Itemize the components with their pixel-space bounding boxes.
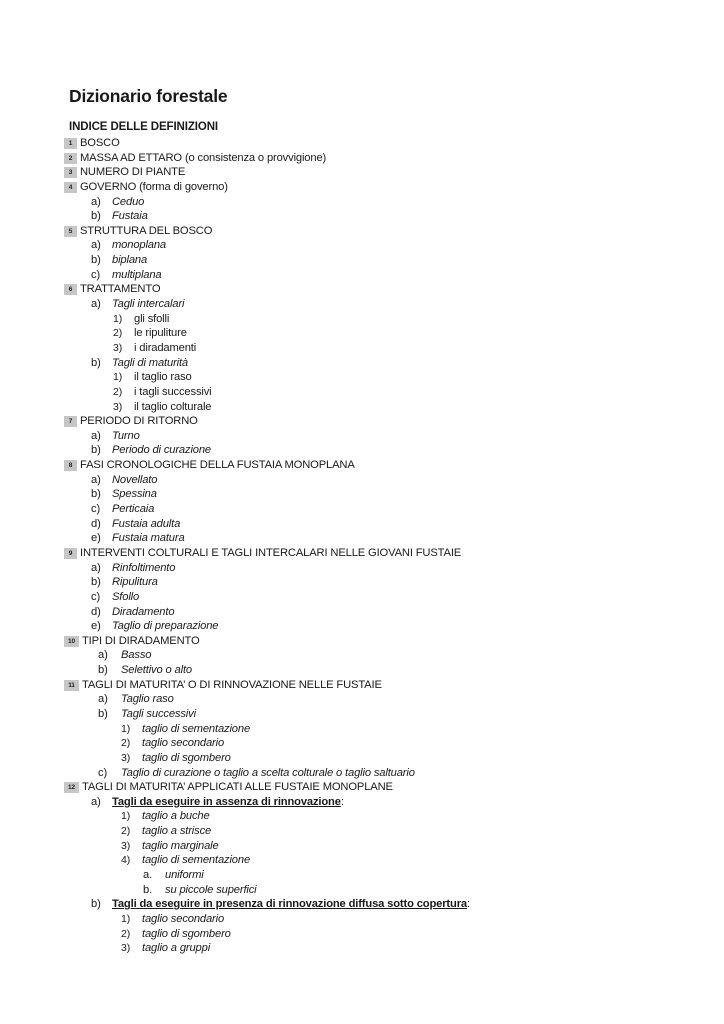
entry-number-badge: 7 — [64, 416, 77, 427]
entry-text: Periodo di curazione — [112, 444, 211, 457]
subentry-label: 3) — [113, 400, 123, 413]
index-subentry — [0, 195, 724, 210]
subentry-label: a) — [91, 795, 101, 808]
entry-text: taglio secondario — [142, 737, 225, 750]
subentry-label: 2) — [121, 737, 131, 750]
index-subentry — [0, 517, 724, 532]
subentry-label: 3) — [113, 341, 123, 354]
subentry-label: b) — [91, 444, 101, 457]
entry-number-badge: 12 — [64, 782, 79, 793]
subentry-label: e) — [91, 532, 101, 545]
entry-text: Taglio raso — [121, 693, 174, 706]
subentry-label: 2) — [121, 825, 131, 838]
index-entry — [0, 634, 724, 649]
entry-text: PERIODO DI RITORNO — [80, 415, 198, 428]
subentry-label: 1) — [121, 912, 131, 925]
entry-number-badge: 4 — [64, 182, 77, 193]
subentry-label: b) — [98, 664, 108, 677]
index-subentry — [0, 209, 724, 224]
subentry-label: 2) — [121, 927, 131, 940]
entry-text: Tagli da eseguire in presenza di rinnovazione diffusa sotto copertura — [112, 898, 467, 911]
subentry-label: d) — [91, 605, 101, 618]
subentry-label: e) — [91, 620, 101, 633]
index-entry — [0, 414, 724, 429]
definitions-index — [0, 136, 724, 956]
subentry-label: a) — [91, 429, 101, 442]
entry-text: BOSCO — [80, 137, 120, 149]
entry-text: Sfollo — [112, 590, 140, 603]
index-subentry — [0, 648, 724, 663]
entry-text: Diradamento — [112, 605, 175, 618]
index-subentry — [0, 795, 724, 810]
entry-text: taglio di sementazione — [142, 854, 251, 867]
entry-text: taglio di sgombero — [142, 751, 231, 764]
entry-text: monoplana — [112, 239, 167, 252]
index-subentry — [0, 722, 724, 737]
entry-text: biplana — [112, 254, 148, 267]
index-subentry — [0, 809, 724, 824]
subentry-label: a) — [91, 561, 101, 574]
entry-text: taglio di sgombero — [142, 927, 231, 940]
entry-text: taglio a strisce — [142, 825, 212, 838]
index-subentry — [0, 356, 724, 371]
index-entry — [0, 151, 724, 166]
index-subentry — [0, 326, 724, 341]
subentry-label: 3) — [121, 942, 131, 955]
entry-text: Tagli da eseguire in assenza di rinnovazione — [112, 795, 341, 808]
entry-number-badge: 11 — [64, 680, 79, 691]
index-entry — [0, 546, 724, 561]
subentry-label: c) — [91, 268, 101, 281]
subentry-label: c) — [91, 503, 101, 516]
entry-text: taglio di sementazione — [142, 722, 251, 735]
index-subentry — [0, 297, 724, 312]
index-subentry — [0, 663, 724, 678]
entry-number-badge: 6 — [64, 284, 77, 295]
index-subentry — [0, 429, 724, 444]
entry-text: taglio a gruppi — [142, 942, 211, 955]
entry-number-badge: 3 — [64, 167, 77, 178]
entry-number-badge: 2 — [64, 153, 77, 164]
index-subentry — [0, 268, 724, 283]
index-entry — [0, 282, 724, 297]
index-subentry — [0, 839, 724, 854]
entry-text: gli sfolli — [134, 312, 170, 325]
subentry-label: a) — [91, 298, 101, 311]
subentry-label: b) — [91, 488, 101, 501]
entry-number-badge: 10 — [64, 636, 79, 647]
entry-number-badge: 8 — [64, 460, 77, 471]
subentry-label: a) — [91, 473, 101, 486]
entry-text: TIPI DI DIRADAMENTO — [82, 634, 200, 647]
index-subentry — [0, 253, 724, 268]
subentry-label: b) — [98, 707, 108, 720]
index-subentry — [0, 868, 724, 883]
subentry-label: b. — [143, 883, 153, 896]
entry-suffix: : — [340, 795, 344, 808]
index-subentry — [0, 912, 724, 927]
subentry-label: 3) — [121, 751, 131, 764]
subentry-label: a) — [98, 693, 108, 706]
entry-text: multiplana — [112, 268, 162, 281]
index-subentry — [0, 385, 724, 400]
subentry-label: c) — [91, 590, 101, 603]
index-subentry — [0, 502, 724, 517]
index-subentry — [0, 853, 724, 868]
entry-text: Turno — [112, 429, 140, 442]
index-subentry — [0, 692, 724, 707]
entry-text: Ceduo — [112, 195, 145, 208]
subentry-label: b) — [91, 576, 101, 589]
entry-text: Fustaia — [112, 210, 148, 223]
index-subentry — [0, 400, 724, 415]
entry-text: Fustaia matura — [112, 532, 185, 545]
index-subentry — [0, 531, 724, 546]
index-subentry — [0, 473, 724, 488]
subentry-label: a) — [91, 239, 101, 252]
index-subentry — [0, 736, 724, 751]
subentry-label: 1) — [121, 810, 131, 823]
index-subentry — [0, 824, 724, 839]
index-entry — [0, 136, 724, 151]
index-subentry — [0, 707, 724, 722]
entry-text: Perticaia — [112, 503, 155, 516]
entry-text: Selettivo o alto — [121, 664, 192, 677]
index-subentry — [0, 941, 724, 956]
subentry-label: a) — [98, 649, 108, 662]
entry-suffix: : — [466, 898, 470, 911]
entry-text: Spessina — [112, 488, 157, 501]
entry-text: su piccole superfici — [165, 883, 257, 896]
entry-text: taglio a buche — [142, 810, 210, 823]
subentry-label: c) — [98, 766, 108, 779]
entry-text: taglio secondario — [142, 912, 225, 925]
entry-text: Tagli successivi — [121, 707, 196, 720]
entry-text: il taglio colturale — [134, 400, 212, 413]
subentry-label: 1) — [121, 722, 131, 735]
index-subentry — [0, 883, 724, 898]
entry-number-badge: 1 — [64, 138, 77, 149]
entry-text: TAGLI DI MATURITA’ O DI RINNOVAZIONE NELLE FUSTAIE — [82, 678, 382, 691]
entry-text: Basso — [121, 649, 152, 662]
index-entry — [0, 458, 724, 473]
entry-text: Taglio di preparazione — [112, 620, 219, 633]
entry-text: Tagli intercalari — [112, 298, 185, 311]
index-subentry — [0, 927, 724, 942]
index-subentry — [0, 897, 724, 912]
entry-text: i diradamenti — [134, 341, 197, 354]
index-subentry — [0, 370, 724, 385]
entry-number-badge: 9 — [64, 548, 77, 559]
index-entry — [0, 165, 724, 180]
entry-text: STRUTTURA DEL BOSCO — [80, 224, 213, 237]
entry-text: Taglio di curazione o taglio a scelta colturale o taglio saltuario — [121, 766, 415, 779]
index-subentry — [0, 561, 724, 576]
entry-text: Rinfoltimento — [112, 561, 176, 574]
index-heading: INDICE DELLE DEFINIZIONI — [69, 121, 219, 133]
subentry-label: 2) — [113, 327, 123, 340]
index-entry — [0, 180, 724, 195]
subentry-label: 1) — [113, 371, 123, 384]
entry-text: TRATTAMENTO — [80, 283, 161, 296]
subentry-label: a) — [91, 195, 101, 208]
page-title: Dizionario forestale — [69, 86, 228, 106]
entry-text: Fustaia adulta — [112, 517, 181, 530]
subentry-label: b) — [91, 210, 101, 223]
subentry-label: a. — [143, 869, 153, 882]
subentry-label: d) — [91, 517, 101, 530]
index-subentry — [0, 238, 724, 253]
subentry-label: 1) — [113, 312, 123, 325]
index-subentry — [0, 487, 724, 502]
index-subentry — [0, 766, 724, 781]
entry-text: INTERVENTI COLTURALI E TAGLI INTERCALARI NELLE GIOVANI FUSTAIE — [80, 546, 462, 559]
subentry-label: b) — [91, 254, 101, 267]
index-subentry — [0, 312, 724, 327]
entry-text: Novellato — [112, 473, 158, 486]
entry-text: il taglio raso — [134, 371, 192, 384]
entry-text: TAGLI DI MATURITA’ APPLICATI ALLE FUSTAIE MONOPLANE — [82, 781, 393, 794]
entry-text: MASSA AD ETTARO (o consistenza o provvigione) — [80, 151, 327, 164]
subentry-label: 3) — [121, 839, 131, 852]
entry-text: Ripulitura — [112, 576, 158, 589]
index-subentry — [0, 341, 724, 356]
subentry-label: 2) — [113, 385, 123, 398]
entry-text: taglio marginale — [142, 839, 219, 852]
subentry-label: 4) — [121, 854, 131, 867]
entry-text: Tagli di maturità — [112, 356, 189, 369]
index-subentry — [0, 751, 724, 766]
entry-text: NUMERO DI PIANTE — [80, 166, 186, 179]
entry-text: i tagli successivi — [134, 385, 212, 398]
index-entry — [0, 224, 724, 239]
entry-number-badge: 5 — [64, 226, 77, 237]
index-entry — [0, 780, 724, 795]
index-subentry — [0, 605, 724, 620]
entry-text: GOVERNO (forma di governo) — [80, 180, 228, 193]
entry-text: FASI CRONOLOGICHE DELLA FUSTAIA MONOPLANA — [80, 459, 355, 472]
index-subentry — [0, 575, 724, 590]
index-subentry — [0, 590, 724, 605]
index-subentry — [0, 619, 724, 634]
subentry-label: b) — [91, 898, 101, 911]
entry-text: le ripuliture — [134, 327, 187, 340]
subentry-label: b) — [91, 356, 101, 369]
entry-text: uniformi — [165, 869, 204, 882]
index-subentry — [0, 443, 724, 458]
index-entry — [0, 678, 724, 693]
